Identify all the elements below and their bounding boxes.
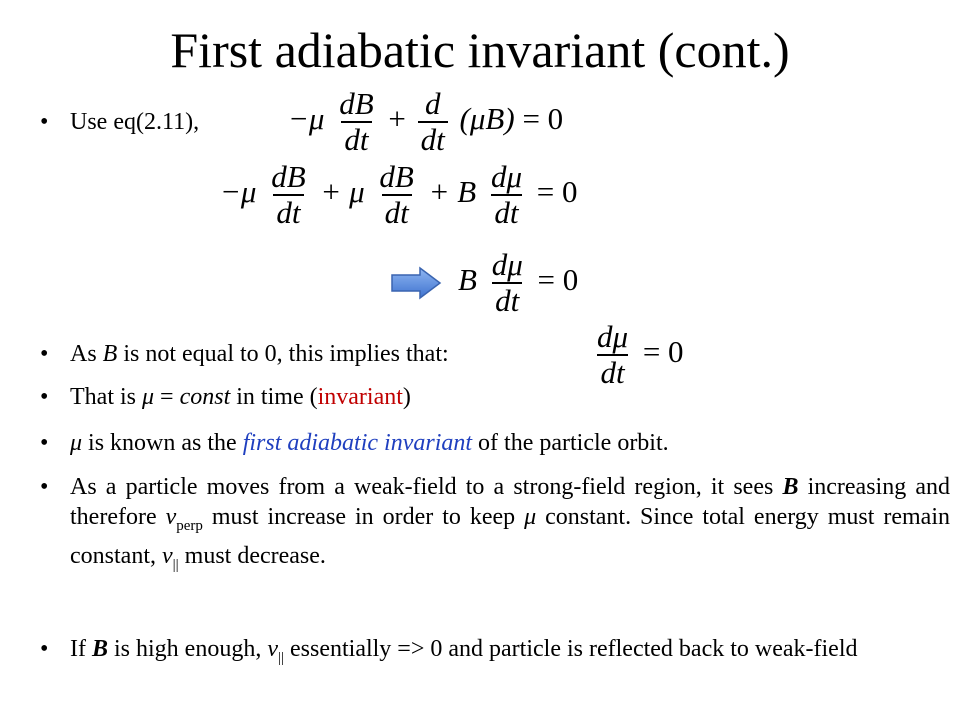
bullet-marker: •	[40, 430, 49, 456]
bullet-marker: •	[40, 636, 49, 662]
bullet-reflected: If B is high enough, $v_{||}$ essentially => 0 and particle is reflected back to weak-field	[70, 636, 858, 666]
equation-2: −μ $\frac{dB}{dt}$ + μ $\frac{dB}{dt}$ + B $\frac{d\mu}{dt}$ = 0	[220, 159, 578, 230]
right-arrow-icon	[388, 266, 444, 300]
eq2-frac-dB-dt-2: $\frac{dB}{dt}$	[379, 159, 414, 230]
eq1-frac-d-dt: $\frac{d}{dt}$	[418, 87, 448, 157]
eq1-term: −μ	[288, 101, 325, 137]
eq3-frac-dmu-dt: $\frac{d\mu}{dt}$	[491, 247, 523, 318]
equation-4: $\frac{d\mu}{dt}$ = 0	[590, 320, 684, 390]
use-eq-label: Use eq(2.11),	[70, 109, 200, 135]
bullet-weak-to-strong: As a particle moves from a weak-field to a strong-field region, it sees B increasing and therefore $v_{perp}$ must increase in order to keep μ constant. Since total energy must remain constant, $v_{||}$ must decrease.	[70, 474, 951, 573]
equation-1: −μ $\frac{dB}{dt}$ + $\frac{d}{dt}$ (μB) = 0	[288, 86, 564, 157]
bullet-marker: •	[40, 474, 49, 500]
bullet-b-not-zero: As B is not equal to 0, this implies that:	[70, 341, 449, 367]
bullet-mu-const: That is μ = const in time (invariant)	[70, 384, 411, 410]
eq2-frac-dB-dt-1: $\frac{dB}{dt}$	[271, 159, 306, 230]
bullet-use-eq	[70, 107, 199, 137]
slide-title: First adiabatic invariant (cont.)	[170, 22, 790, 78]
eq4-frac-dmu-dt: $\frac{d\mu}{dt}$	[597, 319, 629, 390]
equation-3: B $\frac{d\mu}{dt}$ = 0	[458, 247, 579, 318]
eq2-frac-dmu-dt: $\frac{d\mu}{dt}$	[490, 159, 523, 230]
bullet-marker: •	[40, 341, 49, 367]
bullet-marker: •	[40, 109, 49, 135]
bullet-first-invariant: μ is known as the first adiabatic invariant of the particle orbit.	[70, 430, 669, 456]
eq1-frac-dB-dt: $\frac{dB}{dt}$	[339, 86, 374, 157]
bullet-marker: •	[40, 384, 49, 410]
